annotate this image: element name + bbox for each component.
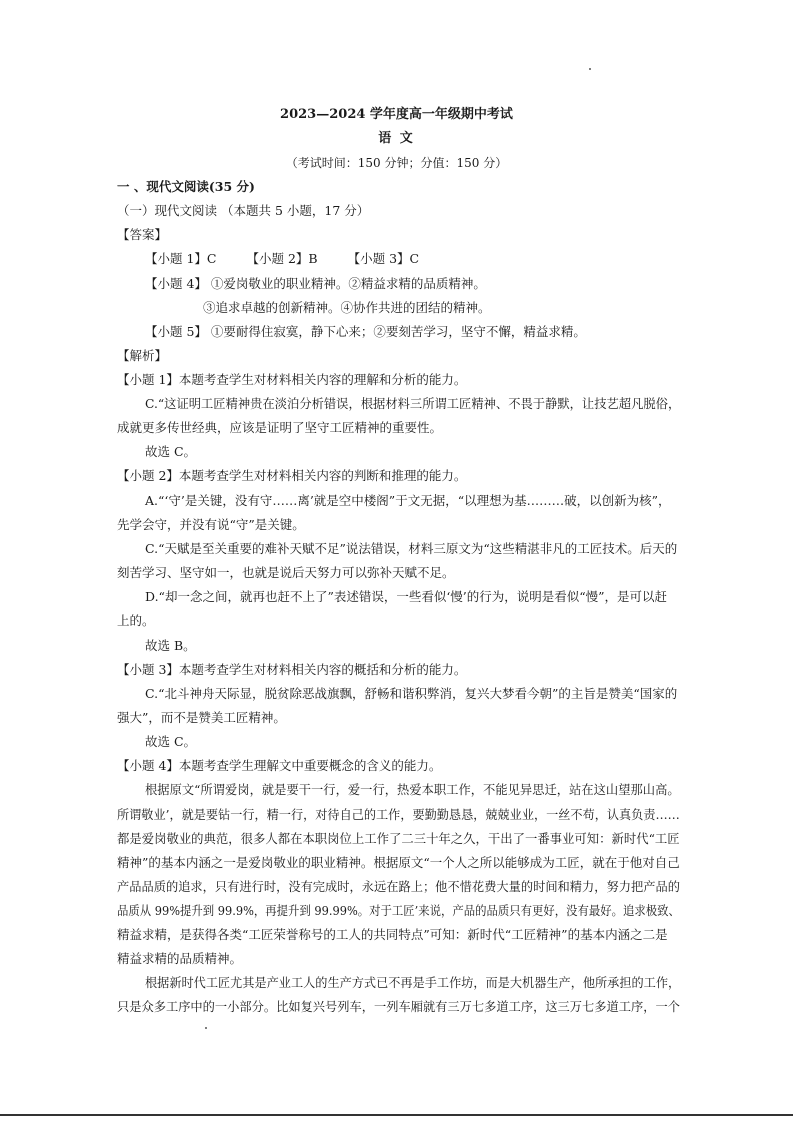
analysis-line: 故选 C。 [145, 734, 197, 749]
analysis-label: 【解析】 [117, 348, 168, 363]
analysis-line: 成就更多传世经典，应该是证明了坚守工匠精神的重要性。 [117, 420, 443, 435]
analysis-line: 上的。 [117, 613, 155, 628]
analysis-line: C.“天赋是至关重要的难补天赋不足”说法错误，材料三原文为“这些精湛非凡的工匠技术。后天的 [145, 541, 678, 556]
analysis-line: A.“‘守’是关键，没有守……离’就是空中楼阁”于文无据，“以理想为基………破，以创新为核”， [145, 493, 671, 508]
page-bottom-rule [0, 1114, 793, 1116]
analysis-line: 精益求精的品质精神。 [117, 951, 243, 966]
analysis-line: 品质从 99%提升到 99.9%，再提升到 99.99%。对于工匠’来说，产品的品质只有更好，没有最好。追求极致、 [117, 903, 680, 918]
section-heading: 一 、现代文阅读(35 分) [117, 179, 255, 194]
analysis-line: 【小题 2】本题考查学生对材料相关内容的判断和推理的能力。 [117, 468, 467, 483]
answer-q5: 【小题 5】 ①要耐得住寂寞，静下心来；②要刻苦学习，坚守不懈，精益求精。 [145, 324, 586, 339]
answer-q4-line1: 【小题 4】 ①爱岗敬业的职业精神。②精益求精的品质精神。 [145, 276, 486, 291]
analysis-line: D.“却一念之间，就再也赶不上了”表述错误，一些看似‘慢’的行为，说明是看似“慢”，是可以赶 [145, 589, 668, 604]
analysis-line: 刻苦学习、坚守如一，也就是说后天努力可以弥补天赋不足。 [117, 565, 455, 580]
analysis-line: 所谓敬业’，就是要钻一行，精一行，对待自己的工作，要勤勤恳恳，兢兢业业，一丝不苟，认真负责…… [117, 807, 680, 822]
analysis-line: 产品品质的追求，只有进行时，没有完成时，永远在路上；他不惜花费大量的时间和精力，努力把产品的 [117, 879, 680, 894]
answer-q3: 【小题 3】C [347, 251, 420, 266]
analysis-line: 精神”的基本内涵之一是爱岗敬业的职业精神。根据原文“一个人之所以能够成为工匠，就在于他对自己 [117, 855, 680, 870]
answer-q1: 【小题 1】C [145, 251, 217, 266]
analysis-line: 【小题 1】本题考查学生对材料相关内容的理解和分析的能力。 [117, 372, 467, 387]
answer-q4-line2: ③追求卓越的创新精神。④协作共进的团结的精神。 [203, 300, 491, 315]
answers-row-1 [145, 250, 419, 268]
analysis-line: 强大”，而不是赞美工匠精神。 [117, 710, 286, 725]
subsection-heading: （一）现代文阅读 （本题共 5 小题，17 分） [117, 203, 370, 218]
analysis-line: C.“这证明工匠精神贵在淡泊分析错误，根据材料三所谓工匠精神、不畏于静默，让技艺超凡脱俗， [145, 396, 681, 411]
exam-title: 2023—2024 学年度高一年级期中考试 [280, 107, 513, 122]
analysis-line: 根据新时代工匠尤其是产业工人的生产方式已不再是手工作坊，而是大机器生产，他所承担的工作， [145, 975, 681, 990]
answer-q2: 【小题 2】B [246, 251, 318, 266]
analysis-line: 【小题 3】本题考查学生对材料相关内容的概括和分析的能力。 [117, 662, 467, 677]
analysis-line: 故选 B。 [145, 638, 196, 653]
analysis-line: 精益求精，是获得各类“工匠荣誉称号的工人的共同特点”可知：新时代“工匠精神”的基本内涵之二是 [117, 927, 668, 942]
analysis-line: 【小题 4】本题考查学生理解文中重要概念的含义的能力。 [117, 758, 442, 773]
analysis-line: 只是众多工序中的一小部分。比如复兴号列车，一列车厢就有三万七多道工序，这三万七多道工序，一个 [117, 999, 680, 1014]
analysis-line: 根据原文“所谓爱岗，就是要干一行，爱一行，热爱本职工作，不能见异思迁，站在这山望那山高。 [145, 782, 680, 797]
scan-dot [205, 1027, 207, 1029]
analysis-line: 都是爱岗敬业的典范，很多人都在本职岗位上工作了二三十年之久，干出了一番事业可知：新时代“工匠 [117, 831, 680, 846]
answers-label: 【答案】 [117, 227, 168, 242]
exam-subject: 语 文 [378, 131, 415, 146]
analysis-line: 故选 C。 [145, 444, 197, 459]
exam-meta: （考试时间：150 分钟；分值：150 分） [285, 156, 508, 170]
scan-dot [589, 68, 591, 70]
analysis-line: 先学会守，并没有说“守”是关键。 [117, 517, 305, 532]
analysis-line: C.“北斗神舟天际显，脱贫除恶战旗飘，舒畅和谐积弊消，复兴大梦看今朝”的主旨是赞美“国家的 [145, 686, 678, 701]
